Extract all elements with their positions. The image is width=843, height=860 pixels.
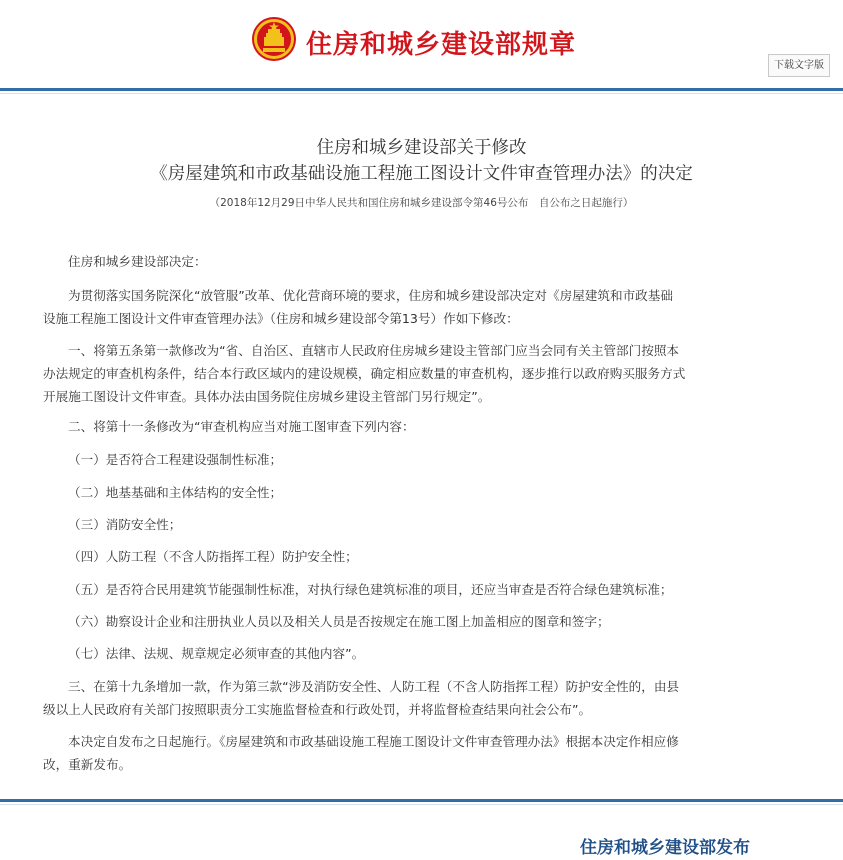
document-title-line2: 《房屋建筑和市政基础设施工程施工图设计文件审查管理办法》的决定	[150, 164, 693, 184]
national-emblem-icon	[251, 16, 297, 62]
footer-divider-shadow	[0, 804, 843, 805]
subitem-line: （二）地基基础和主体结构的安全性；	[68, 485, 283, 500]
item3-paragraph	[43, 675, 805, 721]
subitem-paragraph	[43, 642, 805, 665]
item2-paragraph	[43, 415, 805, 438]
header-divider-shadow	[0, 93, 843, 94]
subitem-paragraph	[43, 448, 805, 471]
subitem-paragraph	[43, 545, 805, 568]
salutation-text: 住房和城乡建设部决定：	[68, 254, 207, 269]
footer-divider	[0, 799, 843, 802]
intro-line: 为贯彻落实国务院深化“放管服”改革、优化营商环境的要求，住房和城乡建设部决定对《房屋建筑和市政基础	[68, 288, 673, 303]
download-text-button[interactable]: 下载文字版	[768, 54, 830, 77]
closing-paragraph	[43, 730, 805, 776]
document-subtitle: （2018年12月29日中华人民共和国住房和城乡建设部令第46号公布 自公布之日起施行）	[209, 197, 634, 209]
subitem-line: （七）法律、法规、规章规定必须审查的其他内容”。	[68, 646, 365, 661]
item3-line: 三、在第十九条增加一款，作为第三款“涉及消防安全性、人防工程（不含人防指挥工程）防护安全性的，由县	[68, 679, 680, 694]
closing-line: 改，重新发布。	[43, 757, 132, 772]
item1-paragraph	[43, 339, 805, 408]
subitem-line: （一）是否符合工程建设强制性标准；	[68, 452, 283, 467]
subitem-paragraph	[43, 610, 805, 633]
intro-line: 设施工程施工图设计文件审查管理办法》（住房和城乡建设部令第13号）作如下修改：	[43, 311, 519, 326]
subitem-line: （三）消防安全性；	[68, 517, 182, 532]
closing-line: 本决定自发布之日起施行。《房屋建筑和市政基础设施工程施工图设计文件审查管理办法》根据本决定作相应修	[68, 734, 679, 749]
item3-line: 级以上人民政府有关部门按照职责分工实施监督检查和行政处罚，并将监督检查结果向社会公布”。	[43, 702, 592, 717]
subitem-paragraph	[43, 578, 805, 601]
item1-line: 开展施工图设计文件审查。具体办法由国务院住房城乡建设主管部门另行规定”。	[43, 389, 491, 404]
subitem-paragraph	[43, 481, 805, 504]
document-title-line1: 住房和城乡建设部关于修改	[316, 138, 527, 158]
header-divider	[0, 88, 843, 91]
publisher-footer: 住房和城乡建设部发布	[580, 838, 750, 858]
item2-line: 二、将第十一条修改为“审查机构应当对施工图审查下列内容：	[68, 419, 415, 434]
item1-line: 一、将第五条第一款修改为“省、自治区、直辖市人民政府住房城乡建设主管部门应当会同有关主管部门按照本	[68, 343, 680, 358]
subitem-line: （六）勘察设计企业和注册执业人员以及相关人员是否按规定在施工图上加盖相应的图章和签字；	[68, 614, 610, 629]
salutation-paragraph	[43, 250, 805, 273]
intro-paragraph	[43, 284, 805, 330]
subitem-paragraph	[43, 513, 805, 536]
subitem-line: （四）人防工程（不含人防指挥工程）防护安全性；	[68, 549, 358, 564]
page-header	[0, 0, 843, 90]
site-title: 住房和城乡建设部规章	[306, 30, 577, 60]
subitem-line: （五）是否符合民用建筑节能强制性标准，对执行绿色建筑标准的项目，还应当审查是否符合绿色建筑标准；	[68, 582, 673, 597]
item1-line: 办法规定的审查机构条件，结合本行政区域内的建设规模，确定相应数量的审查机构，逐步推行以政府购买服务方式	[43, 366, 686, 381]
